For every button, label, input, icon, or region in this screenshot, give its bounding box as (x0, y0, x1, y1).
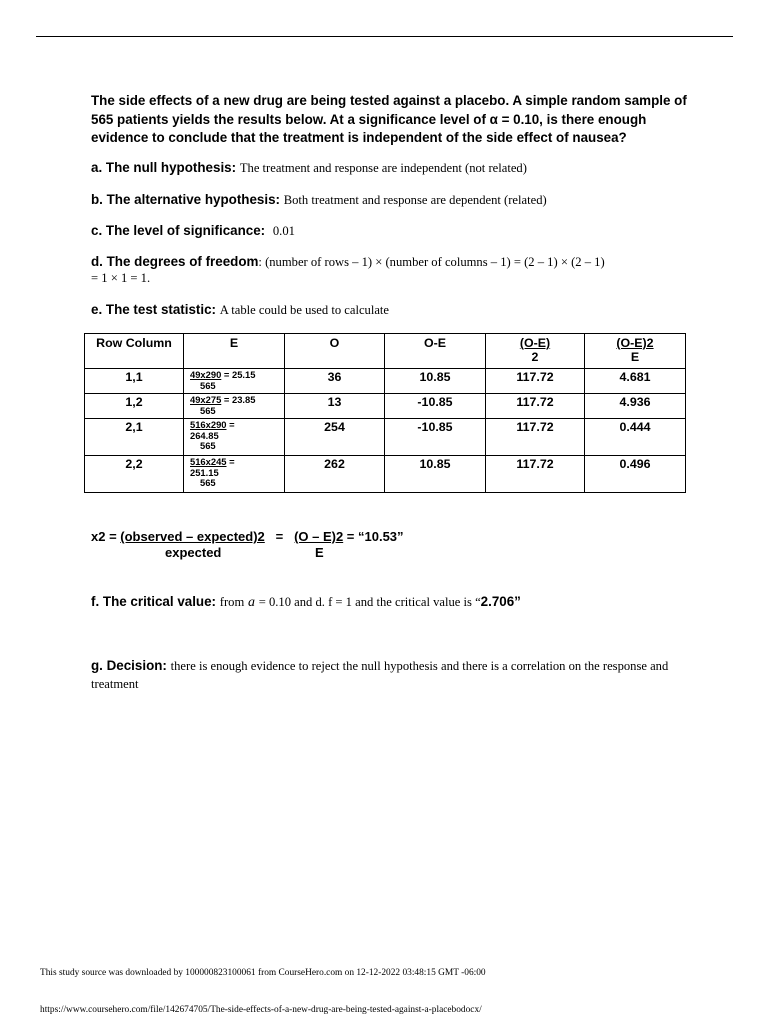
chi-square-table (84, 333, 686, 493)
cell-row-column: 1,2 (85, 394, 184, 419)
cell-observed: 262 (285, 456, 385, 493)
formula-denominator-symbols: E (315, 545, 324, 560)
cell-row-column: 2,2 (85, 456, 184, 493)
cell-chi-component: 4.936 (585, 394, 686, 419)
critical-value-number: 2.706” (480, 594, 521, 609)
alternative-hypothesis (91, 192, 691, 208)
cell-difference-squared: 117.72 (486, 369, 585, 394)
cell-chi-component: 0.444 (585, 419, 686, 456)
cell-expected: 49x290 = 25.15 565 (184, 369, 285, 394)
cell-difference-squared: 117.72 (486, 419, 585, 456)
formula-denominator-words: expected (165, 545, 222, 560)
table-header-row (85, 334, 686, 369)
chi-square-result: = “10.53” (343, 529, 404, 544)
table-row (85, 419, 686, 456)
table-row (85, 394, 686, 419)
significance-level-label: c. The level of significance: (91, 223, 266, 238)
chi-square-formula: x2 = (observed – expected)2 = (O – E)2 = “10.53” (91, 529, 404, 544)
source-url[interactable]: https://www.coursehero.com/file/142674705/The-side-effects-of-a-new-drug-are-being-tested-against-a-placebodocx/ (40, 1005, 482, 1015)
cell-difference-squared: 117.72 (486, 456, 585, 493)
cell-expected: 516x245 = 251.15 565 (184, 456, 285, 493)
degrees-of-freedom-result: = 1 × 1 = 1. (91, 271, 151, 285)
alternative-hypothesis-text: Both treatment and response are dependent (related) (283, 193, 547, 207)
header-observed: O (285, 334, 385, 369)
table-row (85, 369, 686, 394)
cell-expected: 49x275 = 23.85 565 (184, 394, 285, 419)
cell-expected: 516x290 = 264.85 565 (184, 419, 285, 456)
header-chi-component: (O-E)2 E (585, 334, 686, 369)
question-text: The side effects of a new drug are being tested against a placebo. A simple random sample of 565 patients yields the results below. At a significance level of α = 0.10, is there enough evidence to conclude that the treatment is independent of the side effect of nausea? (91, 93, 687, 145)
cell-difference: -10.85 (385, 419, 486, 456)
cell-difference: -10.85 (385, 394, 486, 419)
decision-label: g. Decision: (91, 658, 167, 673)
null-hypothesis-text: The treatment and response are independent (not related) (239, 161, 527, 175)
table-row (85, 456, 686, 493)
download-notice: This study source was downloaded by 100000823100061 from CourseHero.com on 12-12-2022 03:48:15 GMT -06:00 (40, 968, 486, 978)
cell-row-column: 1,1 (85, 369, 184, 394)
decision (91, 657, 671, 693)
null-hypothesis (91, 160, 691, 176)
cell-observed: 36 (285, 369, 385, 394)
header-expected: E (184, 334, 285, 369)
degrees-of-freedom-text: : (number of rows – 1) × (number of columns – 1) = (2 – 1) × (2 – 1) (258, 255, 605, 269)
formula-numerator-words: (observed – expected)2 (120, 529, 265, 544)
header-difference: O-E (385, 334, 486, 369)
test-statistic-text: A table could be used to calculate (219, 303, 390, 317)
cell-row-column: 2,1 (85, 419, 184, 456)
cell-chi-component: 0.496 (585, 456, 686, 493)
degrees-of-freedom-label: d. The degrees of freedom (91, 254, 259, 269)
cell-difference: 10.85 (385, 456, 486, 493)
test-statistic (91, 302, 691, 318)
cell-observed: 13 (285, 394, 385, 419)
alpha-symbol: a (247, 595, 255, 610)
formula-numerator-symbols: (O – E)2 (294, 529, 344, 544)
decision-text: there is enough evidence to reject the null hypothesis and there is a correlation on the response and treatment (91, 659, 669, 691)
header-difference-squared: (O-E) 2 (486, 334, 585, 369)
null-hypothesis-label: a. The null hypothesis: (91, 160, 237, 175)
critical-value-label: f. The critical value: (91, 594, 217, 609)
test-statistic-label: e. The test statistic: (91, 302, 217, 317)
header-rule (36, 36, 733, 37)
significance-level (91, 223, 691, 239)
alternative-hypothesis-label: b. The alternative hypothesis: (91, 192, 280, 207)
cell-difference-squared: 117.72 (486, 394, 585, 419)
cell-difference: 10.85 (385, 369, 486, 394)
header-row-column: Row Column (85, 334, 184, 369)
critical-value: f. The critical value: from a = 0.10 and d. f = 1 and the critical value is “2.706” (91, 594, 521, 610)
significance-level-value: 0.01 (272, 224, 295, 238)
cell-observed: 254 (285, 419, 385, 456)
cell-chi-component: 4.681 (585, 369, 686, 394)
degrees-of-freedom (91, 254, 691, 286)
